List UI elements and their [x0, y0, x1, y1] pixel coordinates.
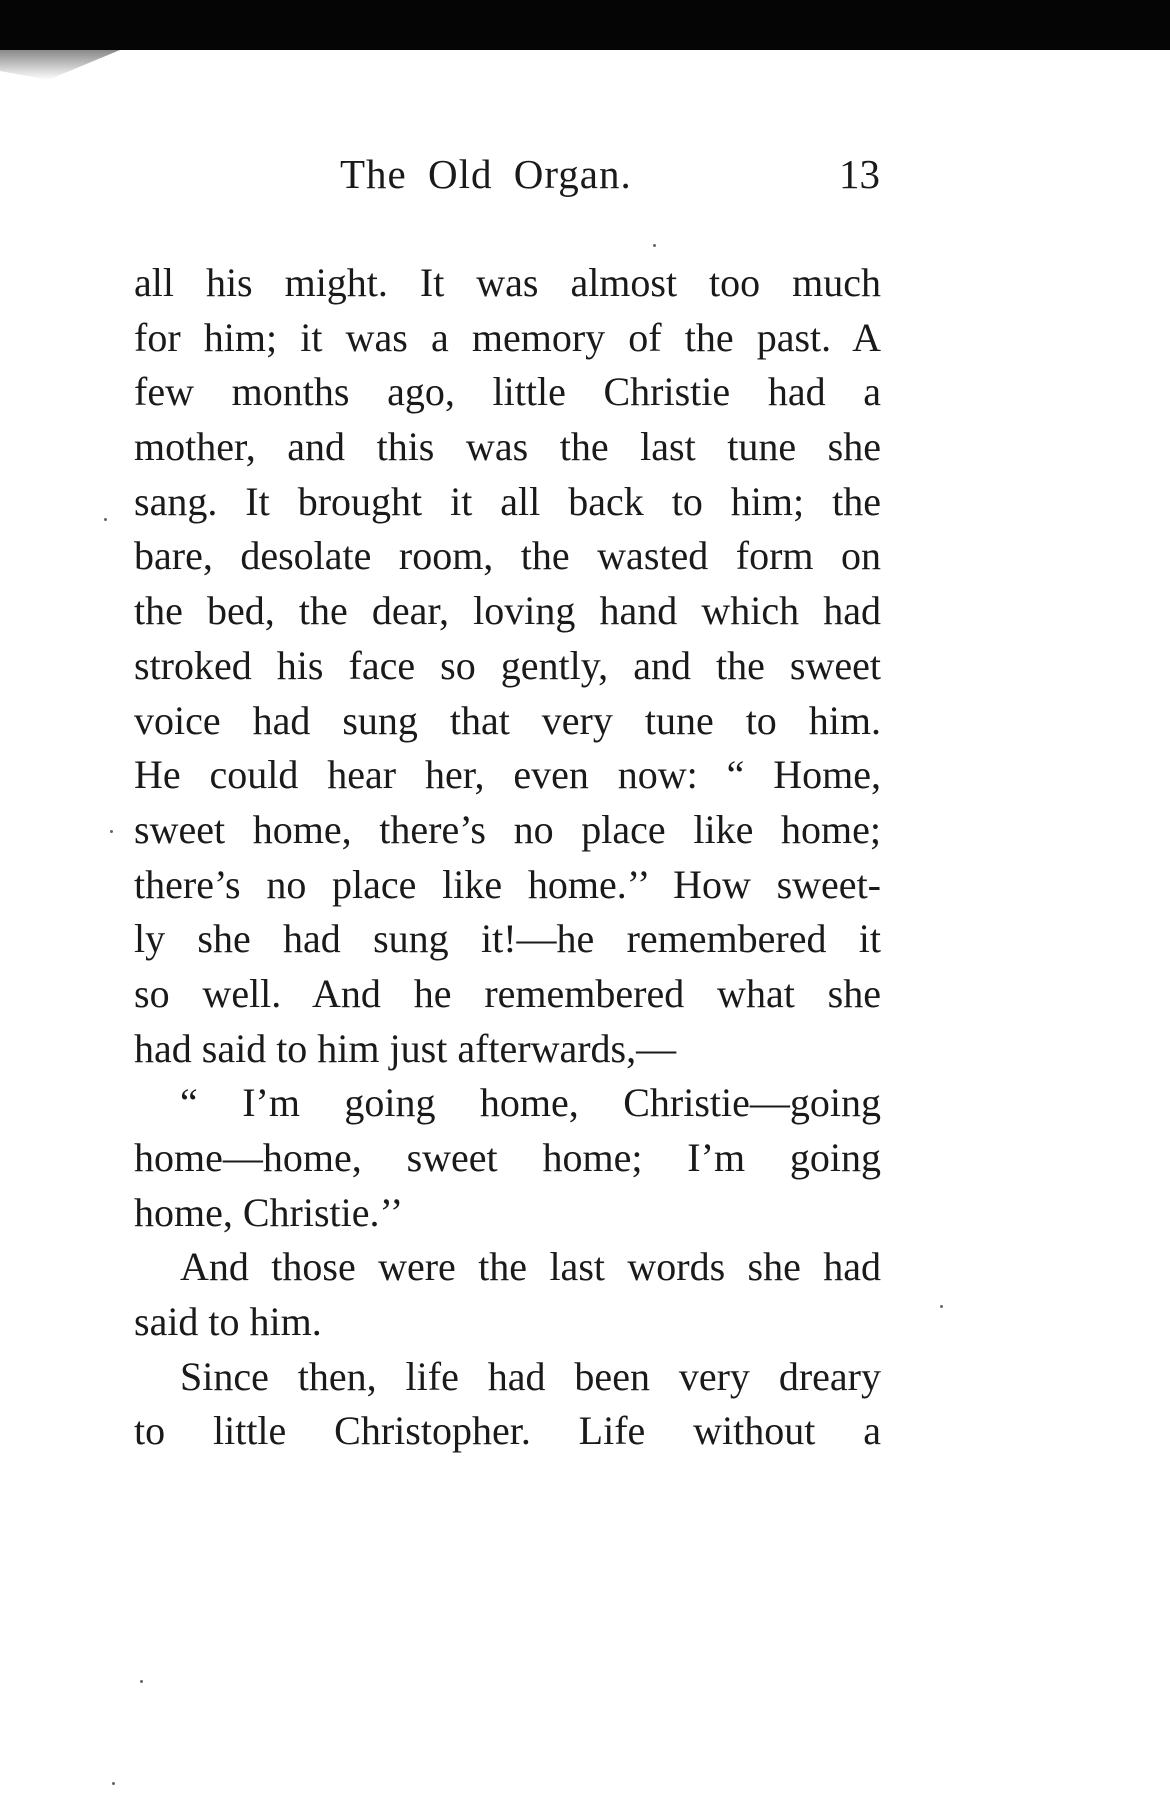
- text-line: few months ago, little Christie had a: [134, 369, 881, 415]
- text-line: all his might. It was almost too much: [134, 260, 881, 305]
- scan-speck: [112, 1782, 115, 1785]
- scan-speck: [140, 1680, 143, 1683]
- body-text: [134, 256, 881, 1459]
- scan-smudge: [0, 50, 120, 80]
- running-title: The Old Organ.: [340, 151, 632, 197]
- scan-speck: [653, 244, 656, 247]
- text-line: there’s no place like home.’’ How sweet-: [134, 861, 881, 907]
- page-edge-shadow: [0, 0, 1170, 50]
- text-line: to little Christopher. Life without a: [134, 1408, 881, 1454]
- text-line: sang. It brought it all back to him; the: [134, 478, 881, 524]
- text-line: mother, and this was the last tune she: [134, 424, 881, 470]
- text-line: And those were the last words she had: [180, 1244, 881, 1290]
- text-line: home, Christie.’’: [134, 1189, 404, 1235]
- running-header: [130, 150, 880, 210]
- text-line: voice had sung that very tune to him.: [134, 697, 881, 743]
- text-line: stroked his face so gently, and the sweet: [134, 642, 881, 688]
- text-line: had said to him just afterwards,—: [134, 1025, 677, 1071]
- text-line: so well. And he remembered what she: [134, 970, 881, 1016]
- text-line: said to him.: [134, 1299, 322, 1345]
- scan-speck: [110, 830, 113, 833]
- text-line: the bed, the dear, loving hand which had: [134, 588, 881, 634]
- text-line: He could hear her, even now: “ Home,: [134, 752, 881, 798]
- scan-speck: [104, 518, 107, 521]
- text-line: home—home, sweet home; I’m going: [134, 1135, 881, 1180]
- page-number: 13: [839, 151, 880, 197]
- text-line: sweet home, there’s no place like home;: [134, 806, 881, 852]
- text-line: “ I’m going home, Christie—going: [180, 1080, 881, 1126]
- scan-speck: [940, 1305, 943, 1308]
- text-line: ly she had sung it!—he remembered it: [134, 916, 881, 962]
- text-line: for him; it was a memory of the past. A: [134, 314, 881, 360]
- text-line: Since then, life had been very dreary: [180, 1353, 881, 1399]
- text-line: bare, desolate room, the wasted form on: [134, 533, 881, 579]
